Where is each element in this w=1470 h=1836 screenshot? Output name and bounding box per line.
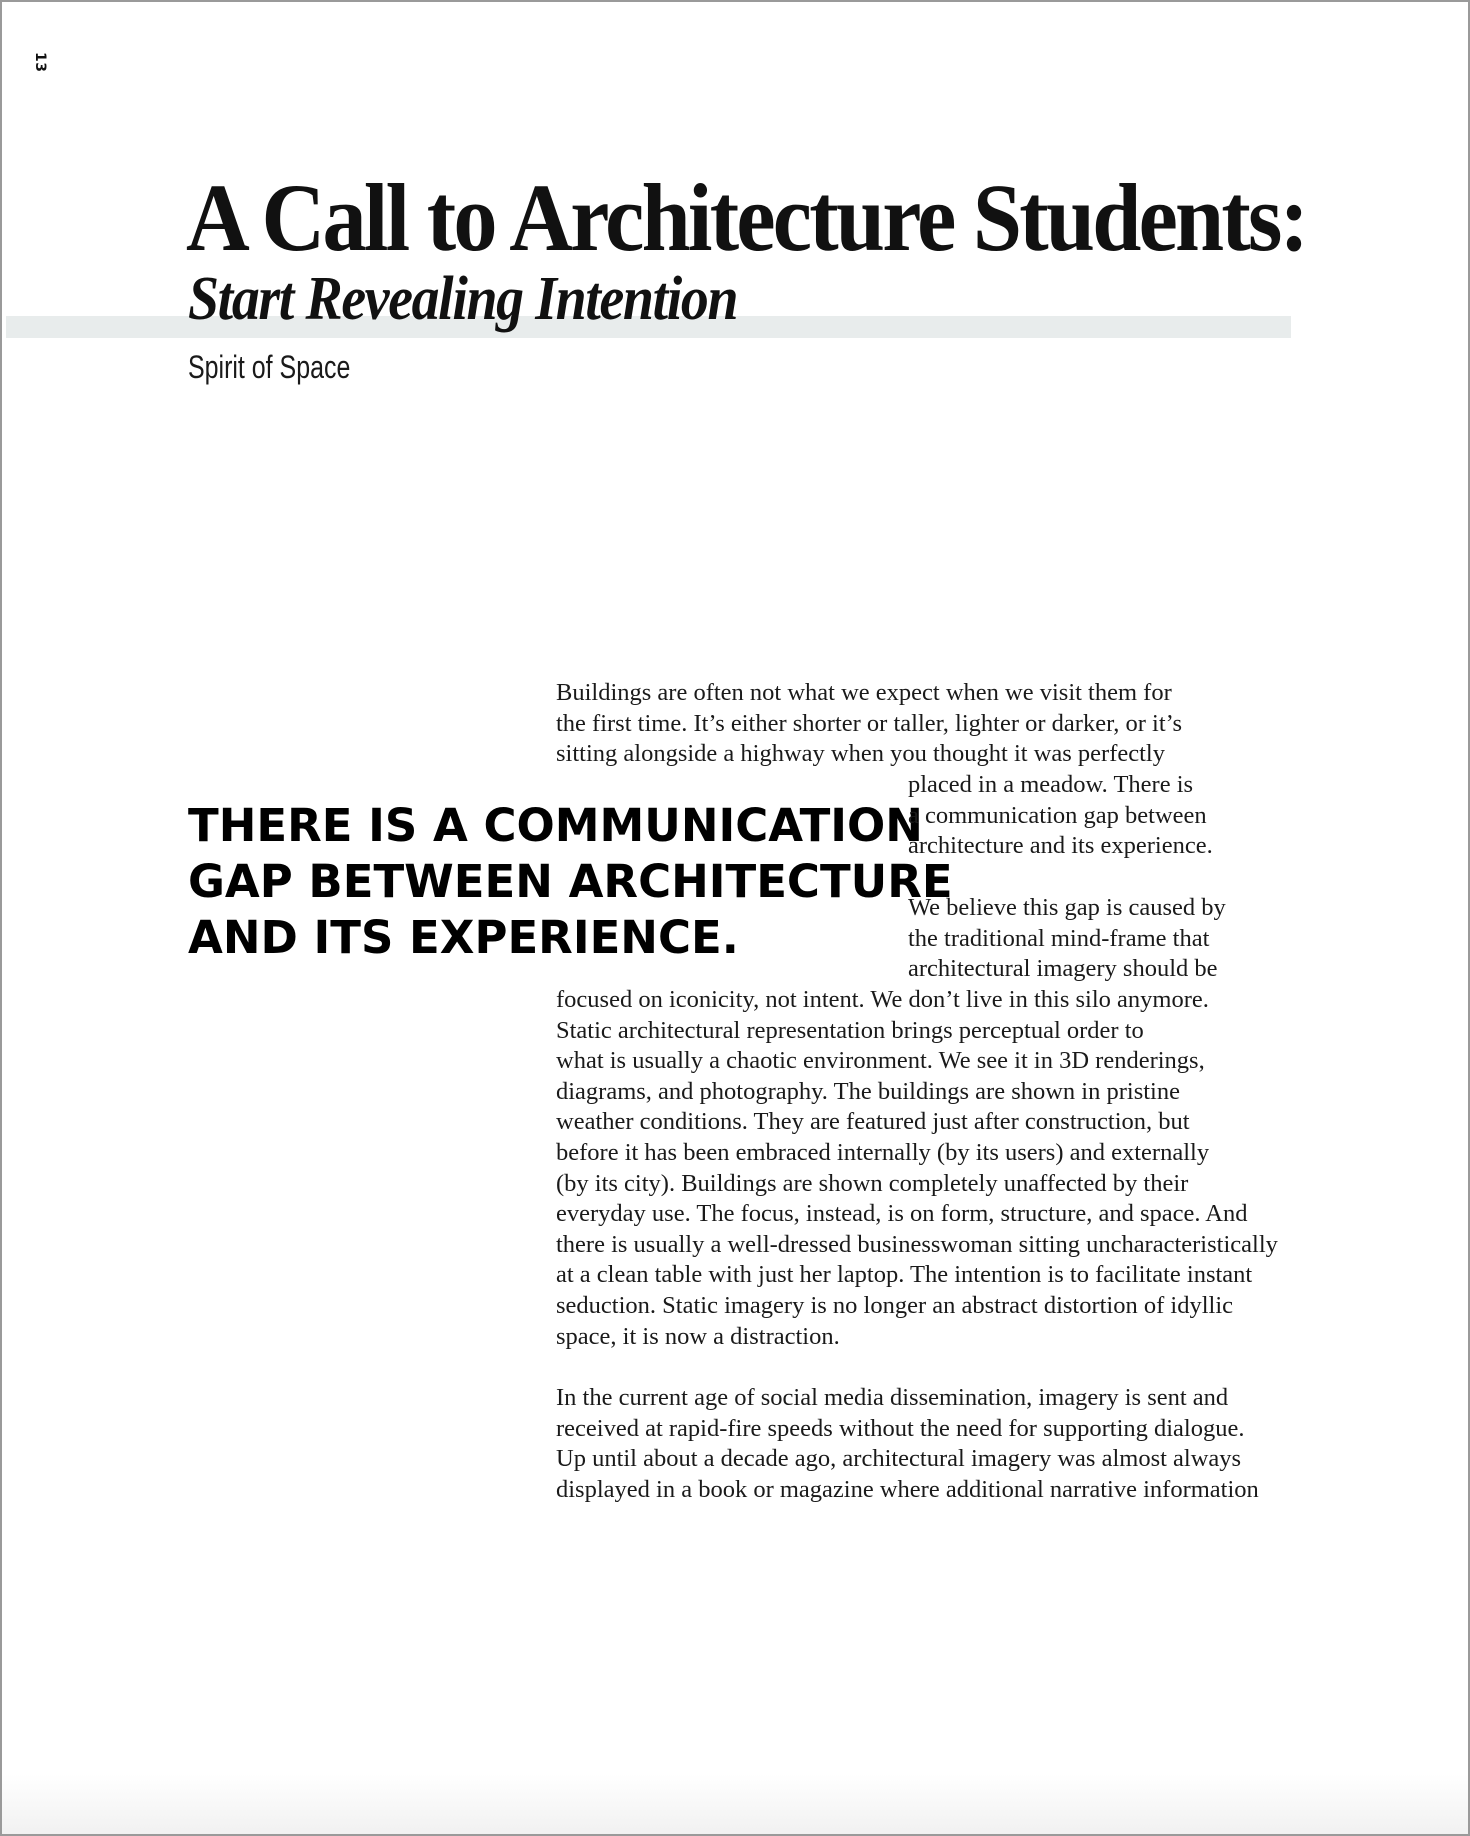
body-paragraph-2-wrap: [908, 893, 1226, 985]
body-line: the traditional mind-frame that: [908, 924, 1210, 952]
body-paragraph-3: [556, 1383, 1259, 1505]
body-line: sitting alongside a highway when you thought it was perfectly: [556, 740, 1165, 768]
body-line: Up until about a decade ago, architectural imagery was almost always: [556, 1445, 1242, 1473]
article-title: A Call to Architecture Students:: [186, 164, 1307, 271]
article-author: Spirit of Space: [188, 349, 351, 385]
body-paragraph-1-wrap: [908, 770, 1213, 862]
body-paragraph-1-top: [556, 678, 1182, 770]
pull-quote-line: THERE IS A COMMUNICATION: [188, 799, 923, 852]
body-line: space, it is now a distraction.: [556, 1322, 840, 1350]
pull-quote: [188, 798, 953, 966]
page-bottom-shadow: [2, 1774, 1468, 1834]
body-line: at a clean table with just her laptop. The intention is to facilitate instant: [556, 1261, 1253, 1289]
page-number: 13: [32, 52, 48, 73]
body-line: architectural imagery should be: [908, 955, 1218, 983]
article-subtitle: Start Revealing Intention: [188, 265, 738, 333]
body-line: before it has been embraced internally (by its users) and externally: [556, 1138, 1210, 1166]
body-line: a communication gap between: [908, 801, 1207, 829]
body-line: there is usually a well-dressed businesswoman sitting uncharacteristically: [556, 1230, 1278, 1258]
body-line: In the current age of social media dissemination, imagery is sent and: [556, 1384, 1229, 1411]
pull-quote-line: AND ITS EXPERIENCE.: [188, 911, 739, 964]
body-line: the first time. It’s either shorter or taller, lighter or darker, or it’s: [556, 709, 1182, 737]
body-line: everyday use. The focus, instead, is on form, structure, and space. And: [556, 1200, 1248, 1228]
body-line: Buildings are often not what we expect when we visit them for: [556, 679, 1172, 706]
body-line: Static architectural representation brings perceptual order to: [556, 1016, 1144, 1044]
pull-quote-line: GAP BETWEEN ARCHITECTURE: [188, 855, 953, 908]
body-line: (by its city). Buildings are shown completely unaffected by their: [556, 1169, 1189, 1197]
body-line: focused on iconicity, not intent. We don’t live in this silo anymore.: [556, 986, 1209, 1013]
body-line: received at rapid-fire speeds without the need for supporting dialogue.: [556, 1414, 1245, 1442]
body-line: We believe this gap is caused by: [908, 894, 1226, 921]
body-line: seduction. Static imagery is no longer an abstract distortion of idyllic: [556, 1291, 1234, 1319]
body-line: weather conditions. They are featured just after construction, but: [556, 1108, 1190, 1136]
body-paragraph-2-main: [556, 985, 1278, 1352]
body-line: placed in a meadow. There is: [908, 771, 1194, 798]
body-line: architecture and its experience.: [908, 832, 1213, 860]
body-line: diagrams, and photography. The buildings are shown in pristine: [556, 1077, 1180, 1105]
body-line: displayed in a book or magazine where additional narrative information: [556, 1475, 1259, 1503]
body-line: what is usually a chaotic environment. We see it in 3D renderings,: [556, 1047, 1205, 1075]
